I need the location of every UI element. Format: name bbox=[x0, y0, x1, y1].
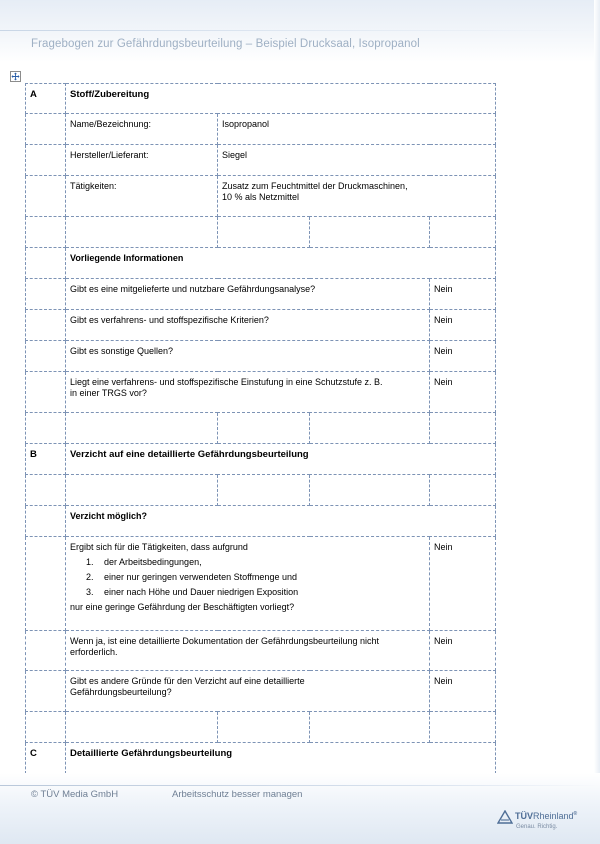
question-intro: Ergibt sich für die Tätigkeiten, dass aufgrund bbox=[70, 542, 248, 552]
activities-line-1: Zusatz zum Feuchtmittel der Druckmaschinen, bbox=[222, 181, 408, 191]
empty-cell[interactable] bbox=[26, 372, 66, 413]
assessment-table bbox=[25, 83, 496, 774]
empty-row bbox=[26, 217, 496, 248]
page-header bbox=[0, 0, 600, 62]
answer-cell[interactable]: Nein bbox=[430, 631, 496, 671]
logo-wordmark: TÜVRheinland® bbox=[515, 811, 578, 821]
activities-line-2: 10 % als Netzmittel bbox=[222, 192, 300, 202]
table-row bbox=[26, 176, 496, 217]
section-title: Verzicht auf eine detaillierte Gefährdungsbeurteilung bbox=[66, 444, 496, 475]
question-row bbox=[26, 671, 496, 712]
triangle-logo-icon bbox=[497, 810, 513, 824]
list-item: 3. einer nach Höhe und Dauer niedrigen Exposition bbox=[86, 587, 299, 597]
header-divider bbox=[0, 30, 600, 31]
empty-cell[interactable] bbox=[218, 712, 310, 743]
empty-cell[interactable] bbox=[26, 248, 66, 279]
section-letter: C bbox=[26, 743, 66, 774]
move-arrows-icon bbox=[11, 72, 20, 81]
question-text: Gibt es eine mitgelieferte und nutzbare Gefährdungsanalyse? bbox=[66, 279, 430, 310]
question-row bbox=[26, 310, 496, 341]
subheading: Verzicht möglich? bbox=[66, 506, 496, 537]
empty-cell[interactable] bbox=[26, 537, 66, 631]
question-row bbox=[26, 341, 496, 372]
section-title: Detaillierte Gefährdungsbeurteilung bbox=[66, 743, 496, 774]
question-row bbox=[26, 279, 496, 310]
footer-divider bbox=[0, 785, 600, 786]
question-line-1: Liegt eine verfahrens- und stoffspezifische Einstufung in eine Schutzstufe z. B. bbox=[70, 377, 383, 387]
empty-cell[interactable] bbox=[430, 217, 496, 248]
answer-cell[interactable]: Nein bbox=[430, 537, 496, 631]
table-row bbox=[26, 248, 496, 279]
section-letter: A bbox=[26, 84, 66, 114]
empty-cell[interactable] bbox=[26, 631, 66, 671]
table-move-handle[interactable] bbox=[10, 71, 21, 82]
question-text: Gibt es sonstige Quellen? bbox=[66, 341, 430, 372]
empty-cell[interactable] bbox=[310, 475, 430, 506]
empty-cell[interactable] bbox=[66, 712, 218, 743]
empty-cell[interactable] bbox=[430, 475, 496, 506]
table-row bbox=[26, 145, 496, 176]
field-value-activities[interactable] bbox=[218, 176, 496, 217]
list-item: 1. der Arbeitsbedingungen, bbox=[86, 557, 202, 567]
footer-copyright: © TÜV Media GmbH bbox=[31, 789, 119, 800]
section-c-header-row bbox=[26, 743, 496, 774]
question-line-2: in einer TRGS vor? bbox=[70, 388, 147, 398]
empty-cell[interactable] bbox=[218, 217, 310, 248]
field-label: Name/Bezeichnung: bbox=[66, 114, 218, 145]
section-title: Stoff/Zubereitung bbox=[66, 84, 496, 114]
logo-tagline: Genau. Richtig. bbox=[516, 824, 558, 830]
empty-cell[interactable] bbox=[66, 413, 218, 444]
empty-cell[interactable] bbox=[218, 475, 310, 506]
empty-cell[interactable] bbox=[310, 413, 430, 444]
empty-cell[interactable] bbox=[26, 341, 66, 372]
field-label: Tätigkeiten: bbox=[66, 176, 218, 217]
answer-cell[interactable]: Nein bbox=[430, 341, 496, 372]
page-edge-shadow bbox=[594, 0, 600, 844]
empty-cell[interactable] bbox=[26, 279, 66, 310]
empty-cell[interactable] bbox=[26, 475, 66, 506]
field-value-name[interactable]: Isopropanol bbox=[218, 114, 496, 145]
empty-cell[interactable] bbox=[26, 671, 66, 712]
answer-cell[interactable]: Nein bbox=[430, 279, 496, 310]
table-row bbox=[26, 114, 496, 145]
footer-slogan: Arbeitsschutz besser managen bbox=[172, 789, 303, 800]
field-label: Hersteller/Lieferant: bbox=[66, 145, 218, 176]
list-item: 2. einer nur geringen verwendeten Stoffmenge und bbox=[86, 572, 297, 582]
empty-cell[interactable] bbox=[26, 114, 66, 145]
empty-cell[interactable] bbox=[66, 217, 218, 248]
question-text: Gibt es verfahrens- und stoffspezifische Kriterien? bbox=[66, 310, 430, 341]
question-row bbox=[26, 631, 496, 671]
page-title: Fragebogen zur Gefährdungsbeurteilung – Beispiel Drucksaal, Isopropanol bbox=[31, 38, 420, 50]
empty-cell[interactable] bbox=[310, 217, 430, 248]
question-row bbox=[26, 372, 496, 413]
empty-row bbox=[26, 413, 496, 444]
question-text bbox=[66, 372, 430, 413]
empty-cell[interactable] bbox=[66, 475, 218, 506]
table-row bbox=[26, 506, 496, 537]
empty-cell[interactable] bbox=[26, 712, 66, 743]
empty-cell[interactable] bbox=[26, 310, 66, 341]
empty-row bbox=[26, 475, 496, 506]
empty-cell[interactable] bbox=[310, 712, 430, 743]
empty-cell[interactable] bbox=[26, 506, 66, 537]
question-text bbox=[66, 537, 430, 631]
question-row bbox=[26, 537, 496, 631]
question-outro: nur eine geringe Gefährdung der Beschäftigten vorliegt? bbox=[70, 602, 295, 612]
empty-cell[interactable] bbox=[26, 145, 66, 176]
empty-cell[interactable] bbox=[430, 712, 496, 743]
empty-cell[interactable] bbox=[26, 176, 66, 217]
answer-cell[interactable]: Nein bbox=[430, 372, 496, 413]
empty-cell[interactable] bbox=[218, 413, 310, 444]
section-b-header-row bbox=[26, 444, 496, 475]
empty-cell[interactable] bbox=[430, 413, 496, 444]
question-text: Gibt es andere Gründe für den Verzicht auf eine detaillierte Gefährdungsbeurteilung? bbox=[66, 671, 430, 712]
tuv-rheinland-logo bbox=[497, 808, 592, 838]
field-value-manufacturer[interactable]: Siegel bbox=[218, 145, 496, 176]
info-heading: Vorliegende Informationen bbox=[66, 248, 496, 279]
answer-cell[interactable]: Nein bbox=[430, 310, 496, 341]
empty-cell[interactable] bbox=[26, 217, 66, 248]
question-text: Wenn ja, ist eine detaillierte Dokumentation der Gefährdungsbeurteilung nicht erforderlich. bbox=[66, 631, 430, 671]
empty-row bbox=[26, 712, 496, 743]
section-a-header-row bbox=[26, 84, 496, 114]
answer-cell[interactable]: Nein bbox=[430, 671, 496, 712]
empty-cell[interactable] bbox=[26, 413, 66, 444]
section-letter: B bbox=[26, 444, 66, 475]
